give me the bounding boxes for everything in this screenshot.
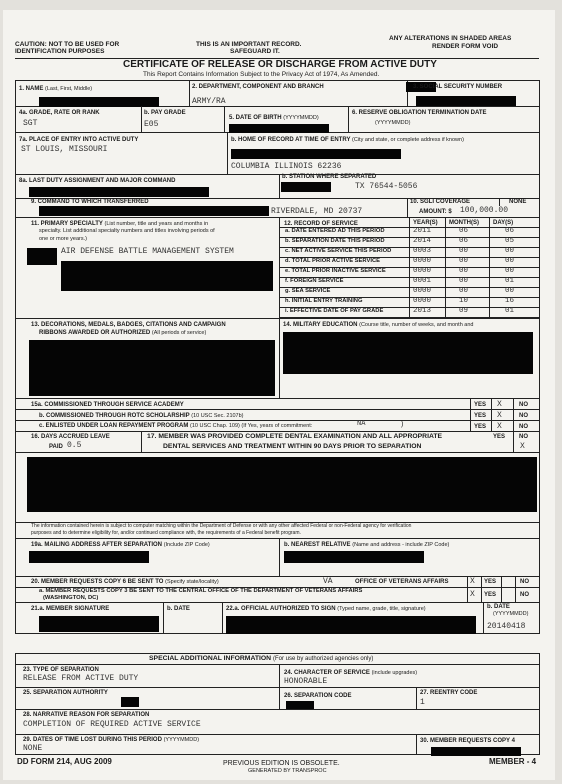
divider [483,602,484,634]
field-8b-label: b. STATION WHERE SEPARATED [282,174,377,180]
important-line-2: SAFEGUARD IT. [230,48,280,55]
divider [467,576,468,602]
field-21b-label: b. DATE [167,606,190,612]
divider [513,398,514,431]
divider [141,431,142,452]
field-11-sub-3: one or more years.) [39,236,87,242]
field-15b-label [39,413,244,420]
field-19a-label [31,542,210,549]
field-13-label: 13. DECORATIONS, MEDALS, BADGES, CITATIONS AND CAMPAIGN [31,322,226,328]
field-20-no: NO [520,579,529,585]
redaction-home [231,149,401,159]
record-row-years: 0001 [413,277,432,285]
field-11-label-text: 11. PRIMARY SPECIALTY [31,221,103,227]
field-4a-value: SGT [23,119,38,128]
field-26-label: 26. SEPARATION CODE [284,693,352,699]
field-15b-sub: (10 USC Sec. 2107b) [191,413,244,419]
field-10-amount: 100,000.00 [460,206,509,215]
field-22b-sub: (YYYYMMDD) [493,611,529,617]
divider [407,198,408,217]
field-15-yes: YES [474,424,487,430]
field-15c-label-text: c. ENLISTED UNDER LOAN REPAYMENT PROGRAM [39,423,189,429]
field-29-label-text: 29. DATES OF TIME LOST DURING THIS PERIOD [23,737,162,743]
divider [141,106,142,132]
record-row-label: i. EFFECTIVE DATE OF PAY GRADE [285,308,384,314]
field-20-office: OFFICE OF VETERANS AFFAIRS [355,579,449,585]
field-13-label-2 [39,330,206,337]
field-20a-no: NO [520,592,529,598]
divider [348,106,349,132]
redaction-dob [229,124,329,133]
record-row-months: 06 [459,237,469,245]
divider [189,80,190,106]
record-row-months: 09 [459,307,469,315]
field-22a-sub: (Typed name, grade, title, signature) [337,606,426,612]
field-5-label-text: 5. DATE OF BIRTH [229,115,282,121]
field-7b-label [231,137,464,144]
divider [15,687,540,688]
field-24-label [284,670,417,677]
redaction-signature [39,616,159,632]
field-15-no: NO [519,413,528,419]
field-15-no: NO [519,424,528,430]
important-line-1: THIS IS AN IMPORTANT RECORD. [196,41,302,48]
record-row-months: 00 [459,247,469,255]
record-col-header: YEAR(S) [413,220,438,226]
redaction-official [226,616,476,634]
field-11-value: AIR DEFENSE BATTLE MANAGEMENT SYSTEM [61,247,234,256]
field-10-none: NONE [509,199,527,205]
field-1-label-text: 1. NAME [19,86,44,92]
field-13-sub: (All periods of service) [151,330,207,336]
record-row-months: 10 [459,297,469,305]
field-17-no-mark: X [520,442,525,451]
field-16-label: 16. DAYS ACCRUED LEAVE [31,434,110,440]
divider [227,132,228,174]
divider [501,576,502,602]
divider [279,174,280,198]
field-20-sub: (Specify state/locality) [165,579,219,585]
field-27-value: 1 [420,698,425,707]
redaction-specialty-code [27,248,57,265]
field-17-yes: YES [493,434,506,440]
field-15-no: NO [519,402,528,408]
field-20-label [31,579,219,586]
field-24-label-text: 24. CHARACTER OF SERVICE [284,670,370,676]
redaction-authority [121,697,139,707]
redaction-decorations [29,340,275,396]
field-3-label: 3. SOCIAL SECURITY NUMBER [413,84,503,90]
record-row-label: f. FOREIGN SERVICE [285,278,344,284]
field-29-value: NONE [23,744,43,753]
field-15c-value: NA [357,420,366,428]
field-14-label [283,322,473,329]
record-row-label: d. TOTAL PRIOR ACTIVE SERVICE [285,258,381,264]
field-29-label [23,737,199,744]
divider [515,576,516,602]
field-16-label-2: PAID [49,444,63,450]
field-30-label: 30. MEMBER REQUESTS COPY 4 [420,738,515,744]
field-10-amount-label: AMOUNT: $ [419,209,452,215]
redaction-station [281,182,331,192]
record-row-years: 2013 [413,307,432,315]
record-row-months: 00 [459,267,469,275]
field-21a-label: 21.a. MEMBER SIGNATURE [31,606,110,612]
divider [15,398,540,399]
redaction-sep-code [286,701,314,709]
field-15c-label [39,423,312,430]
redaction-block-18 [27,457,537,512]
field-27-label: 27. REENTRY CODE [420,690,478,696]
divider [481,576,482,602]
field-2-value: ARMY/RA [192,97,226,106]
field-15-yes: YES [474,402,487,408]
field-8b-value: TX 76544-5056 [355,182,418,191]
form-title: CERTIFICATE OF RELEASE OR DISCHARGE FROM ACTIVE DUTY [123,59,437,70]
divider [15,318,540,319]
field-19a-sub: (Include ZIP Code) [163,542,210,548]
divider [513,431,514,452]
field-11-sub-2: specialty. List additional specialty numbers and titles involving periods of [39,228,215,234]
caution-line-2: IDENTIFICATION PURPOSES [15,48,105,55]
redaction-command [39,206,269,216]
field-19b-label-text: b. NEAREST RELATIVE [284,542,351,548]
field-4b-value: E05 [144,120,159,129]
field-7b-value: COLUMBIA ILLINOIS 62236 [231,162,342,171]
divider [279,538,280,576]
field-4b-label: b. PAY GRADE [144,110,186,116]
divider [222,602,223,634]
field-20a-yes-mark: X [470,590,475,599]
field-15a-label: 15a. COMMISSIONED THROUGH SERVICE ACADEMY [31,402,184,408]
field-24-value: HONORABLE [284,677,328,686]
redaction-copy4 [431,747,521,756]
record-row-days: 00 [505,247,515,255]
divider [15,217,540,218]
footer-generated: GENERATED BY TRANSPROC [248,768,327,774]
redaction-duty [29,187,209,197]
record-row-days: 01 [505,277,515,285]
divider [15,709,540,710]
field-7b-label-text: b. HOME OF RECORD AT TIME OF ENTRY [231,137,351,143]
divider [163,602,164,634]
field-7a-value: ST LOUIS, MISSOURI [21,145,108,154]
record-row-label: e. TOTAL PRIOR INACTIVE SERVICE [285,268,386,274]
record-row-months: 06 [459,227,469,235]
field-23-label: 23. TYPE OF SEPARATION [23,667,99,673]
field-6-sub: (YYYYMMDD) [375,120,411,126]
alterations-line-2: RENDER FORM VOID [432,43,499,50]
field-11-label [31,221,208,228]
field-19b-label [284,542,449,549]
record-row-months: 00 [459,257,469,265]
field-22a-label-text: 22.a. OFFICIAL AUTHORIZED TO SIGN [226,606,336,612]
caution-line-1: CAUTION: NOT TO BE USED FOR [15,41,120,48]
divider [499,198,500,206]
field-20a-yes: YES [484,592,497,598]
redaction-relative [284,551,424,563]
alterations-line-1: ANY ALTERATIONS IN SHADED AREAS [389,35,512,42]
record-row-label: b. SEPARATION DATE THIS PERIOD [285,238,385,244]
divider [491,398,492,431]
field-20-label-text: 20. MEMBER REQUESTS COPY 6 BE SENT TO [31,579,164,585]
field-16-value: 0.5 [67,441,82,450]
field-14-sub: (Course title, number of weeks, and month and [359,322,474,328]
divider [15,734,540,735]
field-19b-sub: (Name and address - include ZIP Code) [352,542,450,548]
field-22b-label: b. DATE [487,604,510,610]
field-5-label [229,115,319,122]
field-17-label-2: DENTAL SERVICES AND TREATMENT WITHIN 90 DAYS PRIOR TO SEPARATION [163,443,422,450]
notice-line-1: The information contained herein is subject to computer matching within the Department of Defense or with any other affected Federal or non-Federal agency for verification [31,523,412,529]
field-17-label: 17. MEMBER WAS PROVIDED COMPLETE DENTAL EXAMINATION AND ALL APPROPRIATE [147,433,443,440]
record-row-days: 00 [505,267,515,275]
divider [416,687,417,709]
field-7a-label: 7a. PLACE OF ENTRY INTO ACTIVE DUTY [19,137,139,143]
field-15-mark: X [497,411,502,420]
field-14-label-text: 14. MILITARY EDUCATION [283,322,358,328]
notice-line-2: purposes and to determine eligibility for, and/or continued compliance with, the requirements of a Federal benefit program. [31,530,301,536]
field-20a-label: a. MEMBER REQUESTS COPY 3 BE SENT TO THE CENTRAL OFFICE OF THE DEPARTMENT OF VETERANS AFFAIRS [39,588,363,594]
record-row-label: a. DATE ENTERED AD THIS PERIOD [285,228,385,234]
record-row-label: g. SEA SERVICE [285,288,331,294]
field-15-mark: X [497,422,502,431]
record-row-years: 0000 [413,297,432,305]
field-5-sub: (YYYYMMDD) [283,115,319,121]
special-info-title [149,656,373,663]
field-11-sub-1: (List number, title and years and months in [104,221,209,227]
redaction-ssn [416,96,516,106]
field-15-yes: YES [474,413,487,419]
record-row-years: 0000 [413,257,432,265]
field-29-sub: (YYYYMMDD) [163,737,200,743]
footer-copy: MEMBER - 4 [489,757,537,766]
record-row-days: 00 [505,287,515,295]
special-info-sub: (For use by authorized agencies only) [272,656,374,662]
footer-form-id: DD FORM 214, AUG 2009 [17,757,112,766]
record-col-header: DAY(S) [493,220,514,226]
field-20-value: VA [323,577,333,586]
field-15c-sub: (10 USC Chap. 109) (If Yes, years of commitment: [190,423,313,429]
field-24-sub: (include upgrades) [371,670,418,676]
divider [15,452,540,453]
record-row-days: 01 [505,307,515,315]
divider [15,409,540,410]
field-28-label: 28. NARRATIVE REASON FOR SEPARATION [23,712,150,718]
field-15-mark: X [497,400,502,409]
field-15c-close-paren: ) [401,421,404,428]
field-1-sub: (Last, First, Middle) [45,86,93,92]
field-19a-label-text: 19a. MAILING ADDRESS AFTER SEPARATION [31,542,163,548]
field-15b-label-text: b. COMMISSIONED THROUGH ROTC SCHOLARSHIP [39,413,190,419]
field-22a-label [226,606,426,613]
field-6-label: 6. RESERVE OBLIGATION TERMINATION DATE [352,110,487,116]
divider [15,420,540,421]
record-row-days: 06 [505,227,515,235]
divider [15,431,540,432]
field-4a-label: 4a. GRADE, RATE OR RANK [19,110,100,116]
field-10-label: 10. SGLI COVERAGE [410,199,471,205]
field-2-label: 2. DEPARTMENT, COMPONENT AND BRANCH [192,84,324,90]
field-9-label: 9. COMMAND TO WHICH TRANSFERRED [31,199,149,205]
record-row-years: 2011 [413,227,432,235]
field-9-value: RIVERDALE, MD 20737 [271,207,363,216]
record-row-years: 2014 [413,237,432,245]
record-row-years: 0000 [413,287,432,295]
field-23-value: RELEASE FROM ACTIVE DUTY [23,674,139,683]
record-row-days: 00 [505,257,515,265]
field-8a-label: 8a. LAST DUTY ASSIGNMENT AND MAJOR COMMAND [19,178,176,184]
special-info-title-text: SPECIAL ADDITIONAL INFORMATION [149,655,272,662]
field-22b-value: 20140418 [487,622,526,631]
field-13-label-2-text: RIBBONS AWARDED OR AUTHORIZED [39,330,151,336]
divider [416,734,417,755]
field-20a-label-2: (WASHINGTON, DC) [43,595,99,601]
field-20-yes-mark: X [470,577,475,586]
divider [15,538,540,539]
record-row-years: 0003 [413,247,432,255]
redaction-specialty [61,261,273,291]
divider [15,664,540,665]
divider [15,576,540,577]
record-col-header: MONTH(S) [449,220,479,226]
field-20-yes: YES [484,579,497,585]
footer-obsolete: PREVIOUS EDITION IS OBSOLETE. [223,760,340,767]
record-row-years: 0000 [413,267,432,275]
field-7b-sub: (City and state, or complete address if known) [352,137,464,143]
form-subtitle: This Report Contains Information Subject to the Privacy Act of 1974, As Amended. [143,71,380,78]
field-12-label: 12. RECORD OF SERVICE [284,221,358,227]
divider [470,398,471,431]
record-row-days: 05 [505,237,515,245]
redaction-mailing [29,551,149,563]
dd214-form [3,10,555,780]
redaction-education [283,332,533,374]
record-row-label: c. NET ACTIVE SERVICE THIS PERIOD [285,248,392,254]
record-row-months: 00 [459,277,469,285]
divider [279,318,280,398]
record-row-label: h. INITIAL ENTRY TRAINING [285,298,363,304]
record-row-days: 16 [505,297,515,305]
record-row-months: 00 [459,287,469,295]
divider [224,106,225,132]
field-1-label [19,86,92,93]
field-17-no: NO [519,434,528,440]
divider [15,602,540,603]
field-28-value: COMPLETION OF REQUIRED ACTIVE SERVICE [23,720,201,729]
field-25-label: 25. SEPARATION AUTHORITY [23,690,108,696]
divider [15,174,540,175]
